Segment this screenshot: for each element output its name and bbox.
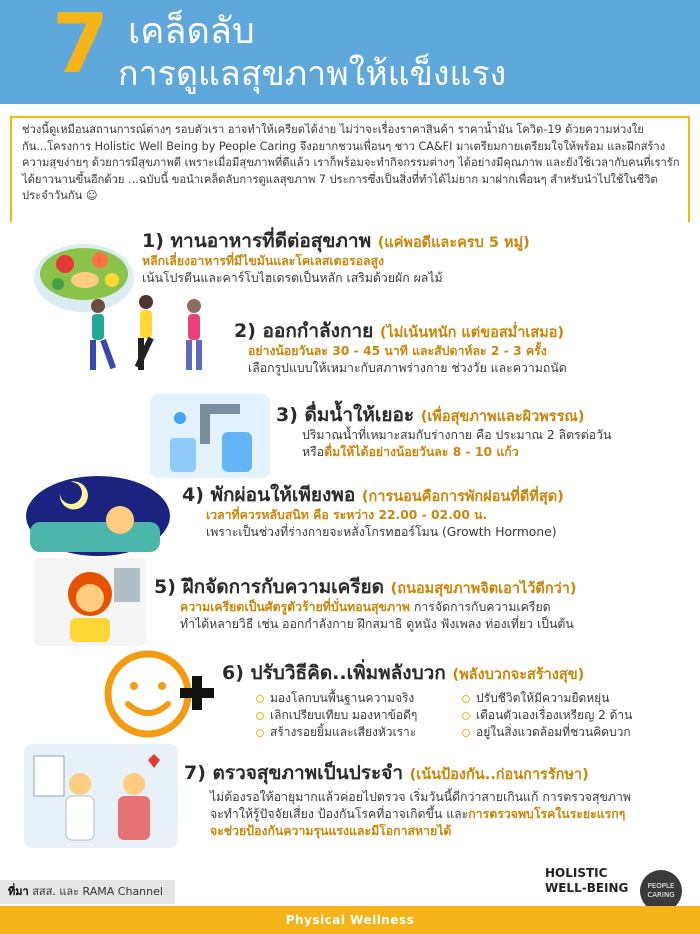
tip-4-title: 4) พักผ่อนให้เพียงพอ: [182, 484, 356, 506]
tip-1: [142, 230, 692, 287]
bullet-item: ปรับชีวิตให้มีความยืดหยุ่น: [462, 690, 632, 707]
tip-5-text-rest: การจัดการกับความเครียด: [410, 599, 551, 614]
tip-4: [182, 484, 692, 541]
tip-2: [234, 320, 694, 377]
source-text: สสส. และ RAMA Channel: [32, 885, 163, 898]
brand-line1: HOLISTIC: [545, 866, 608, 880]
tip-5-text2: ทำได้หลายวิธี เช่น ออกกำลังกาย ฝึกสมาธิ ดูหนัง ฟังเพลง ท่องเที่ยว เป็นต้น: [180, 616, 574, 631]
doctor-checkup-icon: [24, 744, 178, 848]
tip-3-text2-bold: ดื่มให้ได้อย่างน้อยวันละ 8 - 10 แก้ว: [324, 444, 519, 459]
stressed-person-icon: [34, 558, 146, 646]
header-title-line2: การดูแลสุขภาพให้แข็งแรง: [118, 54, 507, 94]
tip-3-text: ปริมาณน้ำที่เหมาะสมกับร่างกาย คือ ประมาณ 2 ลิตรต่อวัน: [302, 427, 612, 442]
tip-5-text-bold: ความเครียดเป็นศัตรูตัวร้ายที่บั่นทอนสุขภาพ: [180, 599, 411, 614]
tip-1-highlight: หลีกเลี่ยงอาหารที่มีไขมันและโคเลสเตอรอลสูง: [142, 253, 385, 268]
brand-logo-text: [545, 866, 628, 896]
tip-4-highlight: เวลาที่ควรหลับสนิท คือ ระหว่าง 22.00 - 02.00 น.: [206, 507, 488, 522]
tip-7-text2-bold: การตรวจพบโรคในระยะแรกๆ: [468, 806, 626, 821]
tip-7: [184, 762, 694, 840]
bullet-item: สร้างรอยยิ้มและเสียงหัวเราะ: [256, 724, 417, 741]
source-credit: [0, 880, 175, 904]
tip-2-title: 2) ออกกำลังกาย: [234, 320, 374, 342]
tip-6-title: 6) ปรับวิธีคิด..เพิ่มพลังบวก: [222, 662, 446, 684]
tip-5-subtitle: (ถนอมสุขภาพจิตเอาไว้ดีกว่า): [390, 581, 577, 597]
svg-text:z: z: [42, 474, 50, 490]
source-label: ที่มา: [8, 885, 29, 898]
tip-1-text: เน้นโปรตีนและคาร์โบไฮเดรตเป็นหลัก เสริมด้วยผัก ผลไม้: [142, 270, 443, 285]
tip-2-text: เลือกรูปแบบให้เหมาะกับสภาพร่างกาย ช่วงวัย และความถนัด: [248, 360, 567, 375]
badge-line1: PEOPLE: [647, 882, 675, 890]
tip-7-subtitle: (เน้นป้องกัน..ก่อนการรักษา): [409, 767, 589, 783]
tip-3-text2-pre: หรือ: [302, 444, 325, 459]
bullet-item: อยู่ในสิ่งแวดล้อมที่ชวนคิดบวก: [462, 724, 632, 741]
brand-line2: WELL-BEING: [545, 881, 629, 895]
footer-text: Physical Wellness: [285, 913, 415, 927]
header-banner: [0, 0, 700, 104]
header-title-line1: เคล็ดลับ: [128, 11, 255, 52]
tip-3: [276, 404, 696, 461]
intro-box: [10, 116, 690, 222]
tip-6-bullets-right: [462, 690, 632, 741]
smile-plus-icon: [100, 646, 220, 742]
tip-1-title: 1) ทานอาหารที่ดีต่อสุขภาพ: [142, 230, 372, 252]
tip-7-text3-bold: จะช่วยป้องกันความรุนแรงและมีโอกาสหายได้: [210, 823, 452, 838]
tip-1-subtitle: (แค่พอดีและครบ 5 หมู่): [377, 235, 530, 251]
tip-7-title: 7) ตรวจสุขภาพเป็นประจำ: [184, 762, 403, 784]
tip-6: [222, 662, 692, 685]
tip-5: [154, 576, 694, 633]
bullet-item: เลิกเปรียบเทียบ มองหาข้อดีๆ: [256, 707, 417, 724]
tip-4-text: เพราะเป็นช่วงที่ร่างกายจะหลั่งโกรทฮอร์โมน (Growth Hormone): [206, 524, 557, 539]
tip-7-text2-pre: จะทำให้รู้ปัจจัยเสี่ยง ป้องกันโรคที่อาจเกิดขึ้น และ: [210, 806, 469, 821]
header-number: 7: [52, 0, 110, 92]
sleeping-person-icon: [20, 464, 170, 560]
tip-6-bullets-left: [256, 690, 417, 741]
tip-4-subtitle: (การนอนคือการพักผ่อนที่ดีที่สุด): [361, 489, 564, 505]
footer-banner: [0, 906, 700, 934]
tip-2-subtitle: (ไม่เน้นหนัก แต่ขอสม่ำเสมอ): [379, 325, 565, 341]
tip-2-highlight: อย่างน้อยวันละ 30 - 45 นาที และสัปดาห์ละ 2 - 3 ครั้ง: [248, 343, 547, 358]
tip-6-subtitle: (พลังบวกจะสร้างสุข): [452, 667, 585, 683]
tip-3-title: 3) ดื่มน้ำให้เยอะ: [276, 404, 415, 426]
intro-text: ช่วงนี้ดูเหมือนสถานการณ์ต่างๆ รอบตัวเรา อาจทำให้เครียดได้ง่าย ไม่ว่าจะเรื่องราคาสินค้า ราคาน้ำมัน โควิด-19 ด้วยความห่วงใยกัน...โครงการ Holistic Well Being by People Caring จึงอยากชวนเพื่อนๆ ชาว CA&FI มาเตรียมกายเตรียมใจให้พร้อม และฝึกสร้างความสุขง่ายๆ ด้วยการมีสุขภาพดี เพราะเมื่อมีสุขภาพที่ดีแล้ว เราก็พร้อมจะทำกิจกรรมต่างๆ ได้อย่างมีคุณภาพ และยังใช้เวลากับคนที่เรารักได้ยาวนานขึ้นอีกด้วย ...ฉบับนี้ ขอนำเคล็ดลับการดูแลสุขภาพ 7 ประการซึ่งเป็นสิ่งที่ทำได้ไม่ยาก มาฝากเพื่อนๆ สำหรับนำไปใช้ในชีวิตประจำวันกัน ☺: [22, 123, 680, 203]
tip-5-title: 5) ฝึกจัดการกับความเครียด: [154, 576, 385, 598]
bullet-item: เตือนตัวเองเรื่องเหรียญ 2 ด้าน: [462, 707, 632, 724]
tip-7-text: ไม่ต้องรอให้อายุมากแล้วค่อยไปตรวจ เริ่มวันนี้ดีกว่าสายเกินแก้ การตรวจสุขภาพ: [210, 789, 632, 804]
exercise-people-icon: [68, 292, 228, 378]
tip-3-subtitle: (เพื่อสุขภาพและผิวพรรณ): [420, 409, 585, 425]
bullet-item: มองโลกบนพื้นฐานความจริง: [256, 690, 417, 707]
badge-line2: CARING: [647, 891, 675, 899]
